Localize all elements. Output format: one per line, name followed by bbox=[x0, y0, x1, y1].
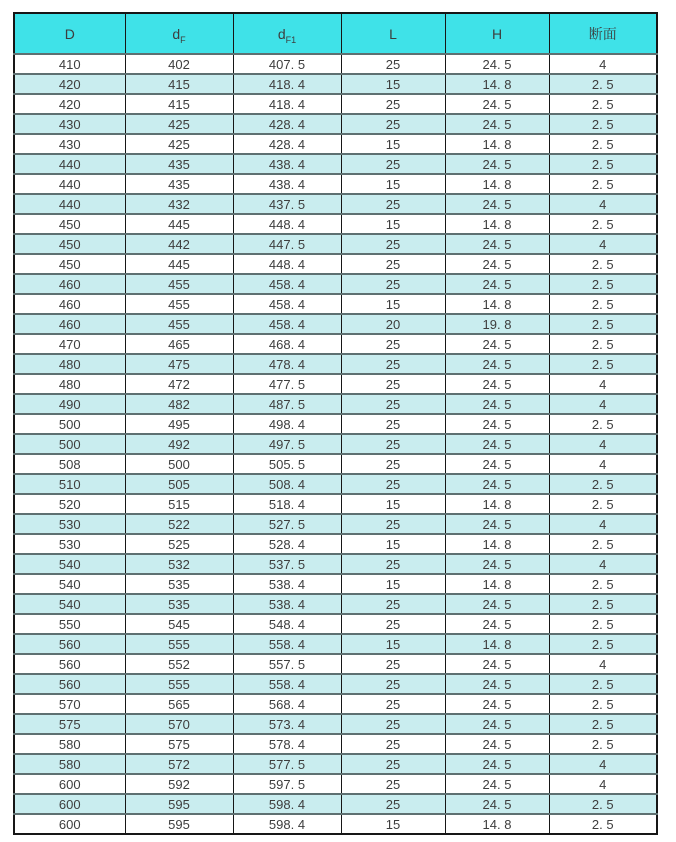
table-cell-H: 24. 5 bbox=[445, 514, 549, 534]
table-row bbox=[14, 94, 657, 114]
table-cell-L: 25 bbox=[341, 794, 445, 814]
table-cell-dF: 552 bbox=[125, 654, 233, 674]
table-row bbox=[14, 654, 657, 674]
table-cell-duanmian: 2. 5 bbox=[549, 734, 657, 754]
table-cell-duanmian: 2. 5 bbox=[549, 814, 657, 834]
table-cell-duanmian: 2. 5 bbox=[549, 534, 657, 554]
table-cell-D: 560 bbox=[14, 634, 125, 654]
table-cell-duanmian: 4 bbox=[549, 434, 657, 454]
column-header-dF bbox=[125, 13, 233, 54]
table-cell-H: 24. 5 bbox=[445, 594, 549, 614]
table-cell-L: 25 bbox=[341, 434, 445, 454]
table-cell-dF1: 518. 4 bbox=[233, 494, 341, 514]
table-cell-dF1: 437. 5 bbox=[233, 194, 341, 214]
table-cell-dF: 505 bbox=[125, 474, 233, 494]
table-cell-D: 530 bbox=[14, 514, 125, 534]
table-cell-dF: 435 bbox=[125, 154, 233, 174]
spec-table-container bbox=[13, 12, 658, 835]
table-cell-H: 14. 8 bbox=[445, 74, 549, 94]
table-cell-dF: 445 bbox=[125, 214, 233, 234]
spec-table bbox=[13, 12, 658, 835]
table-cell-H: 24. 5 bbox=[445, 54, 549, 74]
table-cell-D: 600 bbox=[14, 794, 125, 814]
table-cell-D: 440 bbox=[14, 154, 125, 174]
column-header-subscript: F1 bbox=[285, 34, 297, 45]
table-cell-dF1: 438. 4 bbox=[233, 154, 341, 174]
table-cell-L: 25 bbox=[341, 254, 445, 274]
table-row bbox=[14, 234, 657, 254]
column-header-subscript: F bbox=[180, 34, 186, 45]
table-cell-dF1: 568. 4 bbox=[233, 694, 341, 714]
table-cell-L: 15 bbox=[341, 214, 445, 234]
table-cell-H: 24. 5 bbox=[445, 234, 549, 254]
table-cell-dF: 575 bbox=[125, 734, 233, 754]
table-cell-L: 25 bbox=[341, 114, 445, 134]
table-row bbox=[14, 474, 657, 494]
table-row bbox=[14, 54, 657, 74]
table-cell-H: 24. 5 bbox=[445, 194, 549, 214]
table-cell-duanmian: 4 bbox=[549, 194, 657, 214]
table-cell-D: 508 bbox=[14, 454, 125, 474]
table-cell-D: 440 bbox=[14, 194, 125, 214]
table-cell-H: 24. 5 bbox=[445, 554, 549, 574]
table-cell-dF: 525 bbox=[125, 534, 233, 554]
table-cell-dF: 595 bbox=[125, 794, 233, 814]
table-cell-D: 430 bbox=[14, 134, 125, 154]
table-cell-dF1: 458. 4 bbox=[233, 314, 341, 334]
table-cell-duanmian: 2. 5 bbox=[549, 274, 657, 294]
table-row bbox=[14, 714, 657, 734]
table-cell-duanmian: 4 bbox=[549, 394, 657, 414]
table-cell-dF: 472 bbox=[125, 374, 233, 394]
table-cell-D: 560 bbox=[14, 674, 125, 694]
table-cell-H: 14. 8 bbox=[445, 634, 549, 654]
table-row bbox=[14, 554, 657, 574]
table-body bbox=[14, 54, 657, 834]
table-cell-dF: 415 bbox=[125, 74, 233, 94]
table-row bbox=[14, 514, 657, 534]
table-cell-L: 25 bbox=[341, 194, 445, 214]
table-cell-H: 14. 8 bbox=[445, 494, 549, 514]
table-cell-H: 24. 5 bbox=[445, 394, 549, 414]
table-row bbox=[14, 434, 657, 454]
table-cell-dF: 595 bbox=[125, 814, 233, 834]
table-cell-L: 25 bbox=[341, 414, 445, 434]
table-cell-dF1: 577. 5 bbox=[233, 754, 341, 774]
table-cell-dF: 545 bbox=[125, 614, 233, 634]
table-cell-duanmian: 4 bbox=[549, 454, 657, 474]
table-cell-dF1: 548. 4 bbox=[233, 614, 341, 634]
table-cell-duanmian: 2. 5 bbox=[549, 694, 657, 714]
table-cell-dF1: 428. 4 bbox=[233, 134, 341, 154]
table-cell-H: 14. 8 bbox=[445, 814, 549, 834]
table-cell-D: 540 bbox=[14, 574, 125, 594]
table-cell-L: 25 bbox=[341, 474, 445, 494]
table-cell-dF1: 458. 4 bbox=[233, 274, 341, 294]
table-cell-L: 25 bbox=[341, 334, 445, 354]
table-cell-dF1: 538. 4 bbox=[233, 594, 341, 614]
column-header-label: 断面 bbox=[588, 25, 617, 42]
table-cell-D: 460 bbox=[14, 314, 125, 334]
table-row bbox=[14, 734, 657, 754]
table-cell-duanmian: 2. 5 bbox=[549, 74, 657, 94]
table-cell-H: 24. 5 bbox=[445, 714, 549, 734]
table-cell-L: 15 bbox=[341, 74, 445, 94]
table-cell-D: 580 bbox=[14, 734, 125, 754]
table-cell-L: 25 bbox=[341, 354, 445, 374]
table-cell-dF1: 573. 4 bbox=[233, 714, 341, 734]
table-cell-D: 580 bbox=[14, 754, 125, 774]
table-cell-L: 25 bbox=[341, 234, 445, 254]
table-row bbox=[14, 454, 657, 474]
table-row bbox=[14, 154, 657, 174]
table-cell-dF: 455 bbox=[125, 294, 233, 314]
table-cell-L: 25 bbox=[341, 374, 445, 394]
table-cell-D: 540 bbox=[14, 554, 125, 574]
table-cell-dF: 535 bbox=[125, 574, 233, 594]
table-cell-dF: 570 bbox=[125, 714, 233, 734]
column-header-label: d bbox=[277, 25, 286, 42]
table-cell-dF: 492 bbox=[125, 434, 233, 454]
table-cell-D: 470 bbox=[14, 334, 125, 354]
table-cell-H: 24. 5 bbox=[445, 454, 549, 474]
table-cell-duanmian: 2. 5 bbox=[549, 134, 657, 154]
column-header-label: L bbox=[389, 25, 397, 42]
table-cell-dF1: 418. 4 bbox=[233, 74, 341, 94]
table-cell-duanmian: 2. 5 bbox=[549, 594, 657, 614]
table-cell-H: 14. 8 bbox=[445, 134, 549, 154]
table-cell-duanmian: 4 bbox=[549, 754, 657, 774]
table-cell-dF: 555 bbox=[125, 634, 233, 654]
table-cell-D: 450 bbox=[14, 234, 125, 254]
table-cell-H: 14. 8 bbox=[445, 294, 549, 314]
table-cell-dF1: 508. 4 bbox=[233, 474, 341, 494]
table-cell-dF: 532 bbox=[125, 554, 233, 574]
table-cell-dF: 445 bbox=[125, 254, 233, 274]
table-row bbox=[14, 594, 657, 614]
table-cell-H: 24. 5 bbox=[445, 654, 549, 674]
table-cell-L: 25 bbox=[341, 654, 445, 674]
table-cell-L: 25 bbox=[341, 674, 445, 694]
table-cell-duanmian: 2. 5 bbox=[549, 474, 657, 494]
table-cell-H: 24. 5 bbox=[445, 694, 549, 714]
table-cell-L: 25 bbox=[341, 594, 445, 614]
table-cell-duanmian: 4 bbox=[549, 374, 657, 394]
table-cell-D: 430 bbox=[14, 114, 125, 134]
table-row bbox=[14, 214, 657, 234]
table-cell-D: 490 bbox=[14, 394, 125, 414]
table-cell-D: 550 bbox=[14, 614, 125, 634]
table-row bbox=[14, 614, 657, 634]
table-cell-D: 600 bbox=[14, 774, 125, 794]
table-row bbox=[14, 674, 657, 694]
table-row bbox=[14, 294, 657, 314]
column-header-label: H bbox=[491, 25, 503, 42]
table-cell-L: 15 bbox=[341, 574, 445, 594]
table-cell-D: 560 bbox=[14, 654, 125, 674]
table-row bbox=[14, 814, 657, 834]
table-cell-H: 14. 8 bbox=[445, 214, 549, 234]
table-cell-H: 24. 5 bbox=[445, 114, 549, 134]
table-cell-dF: 425 bbox=[125, 114, 233, 134]
table-cell-duanmian: 2. 5 bbox=[549, 114, 657, 134]
table-cell-dF: 515 bbox=[125, 494, 233, 514]
table-cell-D: 530 bbox=[14, 534, 125, 554]
table-row bbox=[14, 634, 657, 654]
table-cell-H: 14. 8 bbox=[445, 534, 549, 554]
table-cell-H: 24. 5 bbox=[445, 274, 549, 294]
table-cell-duanmian: 2. 5 bbox=[549, 214, 657, 234]
table-cell-dF: 425 bbox=[125, 134, 233, 154]
table-cell-dF1: 537. 5 bbox=[233, 554, 341, 574]
table-cell-duanmian: 4 bbox=[549, 774, 657, 794]
table-cell-L: 25 bbox=[341, 154, 445, 174]
table-row bbox=[14, 174, 657, 194]
table-cell-L: 25 bbox=[341, 754, 445, 774]
table-row bbox=[14, 774, 657, 794]
table-cell-dF: 572 bbox=[125, 754, 233, 774]
table-cell-H: 24. 5 bbox=[445, 254, 549, 274]
table-cell-D: 480 bbox=[14, 354, 125, 374]
table-row bbox=[14, 254, 657, 274]
table-row bbox=[14, 754, 657, 774]
table-cell-L: 25 bbox=[341, 554, 445, 574]
table-cell-duanmian: 2. 5 bbox=[549, 154, 657, 174]
table-cell-dF: 482 bbox=[125, 394, 233, 414]
table-cell-L: 15 bbox=[341, 634, 445, 654]
table-cell-dF: 455 bbox=[125, 274, 233, 294]
table-cell-D: 450 bbox=[14, 254, 125, 274]
table-cell-H: 24. 5 bbox=[445, 414, 549, 434]
table-cell-dF1: 447. 5 bbox=[233, 234, 341, 254]
table-cell-dF: 592 bbox=[125, 774, 233, 794]
header-row bbox=[14, 13, 657, 54]
table-cell-H: 24. 5 bbox=[445, 334, 549, 354]
table-cell-L: 20 bbox=[341, 314, 445, 334]
table-cell-L: 15 bbox=[341, 494, 445, 514]
table-cell-dF: 455 bbox=[125, 314, 233, 334]
table-cell-dF1: 418. 4 bbox=[233, 94, 341, 114]
table-cell-L: 25 bbox=[341, 734, 445, 754]
table-row bbox=[14, 534, 657, 554]
table-cell-L: 25 bbox=[341, 514, 445, 534]
table-row bbox=[14, 794, 657, 814]
table-cell-dF1: 558. 4 bbox=[233, 674, 341, 694]
table-cell-duanmian: 2. 5 bbox=[549, 714, 657, 734]
column-header-D bbox=[14, 13, 125, 54]
table-row bbox=[14, 374, 657, 394]
table-cell-duanmian: 2. 5 bbox=[549, 634, 657, 654]
table-cell-D: 460 bbox=[14, 294, 125, 314]
table-cell-dF: 500 bbox=[125, 454, 233, 474]
table-cell-D: 540 bbox=[14, 594, 125, 614]
table-cell-dF1: 578. 4 bbox=[233, 734, 341, 754]
table-cell-dF: 535 bbox=[125, 594, 233, 614]
table-cell-D: 450 bbox=[14, 214, 125, 234]
table-row bbox=[14, 134, 657, 154]
table-cell-L: 25 bbox=[341, 714, 445, 734]
table-cell-duanmian: 4 bbox=[549, 234, 657, 254]
table-cell-H: 24. 5 bbox=[445, 774, 549, 794]
table-row bbox=[14, 314, 657, 334]
table-row bbox=[14, 194, 657, 214]
table-cell-dF1: 477. 5 bbox=[233, 374, 341, 394]
table-cell-H: 24. 5 bbox=[445, 754, 549, 774]
column-header-L bbox=[341, 13, 445, 54]
table-cell-dF1: 438. 4 bbox=[233, 174, 341, 194]
table-cell-duanmian: 2. 5 bbox=[549, 94, 657, 114]
table-cell-D: 460 bbox=[14, 274, 125, 294]
table-cell-dF1: 597. 5 bbox=[233, 774, 341, 794]
table-cell-dF1: 527. 5 bbox=[233, 514, 341, 534]
table-cell-dF1: 468. 4 bbox=[233, 334, 341, 354]
table-cell-dF: 415 bbox=[125, 94, 233, 114]
table-cell-dF: 565 bbox=[125, 694, 233, 714]
table-cell-dF1: 428. 4 bbox=[233, 114, 341, 134]
table-cell-dF1: 478. 4 bbox=[233, 354, 341, 374]
table-cell-dF: 522 bbox=[125, 514, 233, 534]
table-cell-L: 25 bbox=[341, 774, 445, 794]
table-cell-duanmian: 2. 5 bbox=[549, 174, 657, 194]
table-cell-duanmian: 2. 5 bbox=[549, 254, 657, 274]
table-cell-duanmian: 2. 5 bbox=[549, 794, 657, 814]
table-cell-dF1: 448. 4 bbox=[233, 254, 341, 274]
table-row bbox=[14, 334, 657, 354]
table-cell-H: 24. 5 bbox=[445, 94, 549, 114]
table-row bbox=[14, 394, 657, 414]
table-cell-dF: 402 bbox=[125, 54, 233, 74]
table-cell-H: 24. 5 bbox=[445, 354, 549, 374]
table-cell-dF1: 557. 5 bbox=[233, 654, 341, 674]
table-cell-H: 19. 8 bbox=[445, 314, 549, 334]
table-row bbox=[14, 114, 657, 134]
table-cell-duanmian: 2. 5 bbox=[549, 334, 657, 354]
table-cell-H: 14. 8 bbox=[445, 174, 549, 194]
table-cell-L: 25 bbox=[341, 274, 445, 294]
table-cell-duanmian: 2. 5 bbox=[549, 494, 657, 514]
table-cell-D: 510 bbox=[14, 474, 125, 494]
table-cell-duanmian: 4 bbox=[549, 54, 657, 74]
table-cell-duanmian: 4 bbox=[549, 554, 657, 574]
table-cell-H: 24. 5 bbox=[445, 614, 549, 634]
table-cell-duanmian: 2. 5 bbox=[549, 574, 657, 594]
table-cell-dF1: 598. 4 bbox=[233, 814, 341, 834]
table-cell-L: 15 bbox=[341, 174, 445, 194]
table-cell-duanmian: 2. 5 bbox=[549, 294, 657, 314]
table-cell-dF: 442 bbox=[125, 234, 233, 254]
table-cell-dF1: 487. 5 bbox=[233, 394, 341, 414]
table-cell-H: 24. 5 bbox=[445, 674, 549, 694]
table-cell-dF1: 458. 4 bbox=[233, 294, 341, 314]
table-cell-H: 24. 5 bbox=[445, 154, 549, 174]
table-cell-D: 420 bbox=[14, 74, 125, 94]
table-cell-duanmian: 2. 5 bbox=[549, 354, 657, 374]
table-cell-dF1: 498. 4 bbox=[233, 414, 341, 434]
table-cell-D: 570 bbox=[14, 694, 125, 714]
table-cell-duanmian: 4 bbox=[549, 514, 657, 534]
table-cell-dF1: 558. 4 bbox=[233, 634, 341, 654]
table-cell-L: 15 bbox=[341, 534, 445, 554]
table-cell-dF1: 505. 5 bbox=[233, 454, 341, 474]
table-row bbox=[14, 494, 657, 514]
table-cell-L: 25 bbox=[341, 394, 445, 414]
table-cell-dF: 432 bbox=[125, 194, 233, 214]
table-cell-D: 520 bbox=[14, 494, 125, 514]
table-cell-H: 24. 5 bbox=[445, 474, 549, 494]
table-cell-dF: 495 bbox=[125, 414, 233, 434]
table-cell-L: 25 bbox=[341, 54, 445, 74]
table-cell-duanmian: 2. 5 bbox=[549, 614, 657, 634]
table-cell-L: 25 bbox=[341, 94, 445, 114]
table-cell-L: 25 bbox=[341, 614, 445, 634]
table-cell-L: 25 bbox=[341, 694, 445, 714]
column-header-duanmian bbox=[549, 13, 657, 54]
table-cell-dF1: 598. 4 bbox=[233, 794, 341, 814]
column-header-label: d bbox=[172, 25, 181, 42]
table-cell-L: 15 bbox=[341, 134, 445, 154]
table-cell-L: 25 bbox=[341, 454, 445, 474]
table-cell-dF: 435 bbox=[125, 174, 233, 194]
table-row bbox=[14, 354, 657, 374]
table-cell-dF1: 528. 4 bbox=[233, 534, 341, 554]
table-cell-L: 15 bbox=[341, 294, 445, 314]
column-header-H bbox=[445, 13, 549, 54]
table-row bbox=[14, 574, 657, 594]
table-cell-duanmian: 4 bbox=[549, 654, 657, 674]
table-cell-H: 24. 5 bbox=[445, 434, 549, 454]
table-cell-dF: 475 bbox=[125, 354, 233, 374]
table-cell-dF1: 538. 4 bbox=[233, 574, 341, 594]
table-cell-duanmian: 2. 5 bbox=[549, 314, 657, 334]
table-cell-dF: 465 bbox=[125, 334, 233, 354]
table-cell-D: 600 bbox=[14, 814, 125, 834]
table-cell-dF1: 448. 4 bbox=[233, 214, 341, 234]
table-row bbox=[14, 274, 657, 294]
table-cell-D: 500 bbox=[14, 414, 125, 434]
table-cell-H: 24. 5 bbox=[445, 794, 549, 814]
table-cell-L: 15 bbox=[341, 814, 445, 834]
table-cell-D: 420 bbox=[14, 94, 125, 114]
table-cell-duanmian: 2. 5 bbox=[549, 414, 657, 434]
table-row bbox=[14, 694, 657, 714]
column-header-dF1 bbox=[233, 13, 341, 54]
table-cell-D: 575 bbox=[14, 714, 125, 734]
table-cell-D: 480 bbox=[14, 374, 125, 394]
table-cell-D: 500 bbox=[14, 434, 125, 454]
table-cell-H: 24. 5 bbox=[445, 734, 549, 754]
table-cell-dF1: 497. 5 bbox=[233, 434, 341, 454]
table-cell-H: 14. 8 bbox=[445, 574, 549, 594]
table-cell-H: 24. 5 bbox=[445, 374, 549, 394]
table-row bbox=[14, 74, 657, 94]
column-header-label: D bbox=[64, 25, 75, 42]
table-cell-D: 410 bbox=[14, 54, 125, 74]
table-row bbox=[14, 414, 657, 434]
table-cell-D: 440 bbox=[14, 174, 125, 194]
table-cell-dF1: 407. 5 bbox=[233, 54, 341, 74]
table-cell-dF: 555 bbox=[125, 674, 233, 694]
table-cell-duanmian: 2. 5 bbox=[549, 674, 657, 694]
